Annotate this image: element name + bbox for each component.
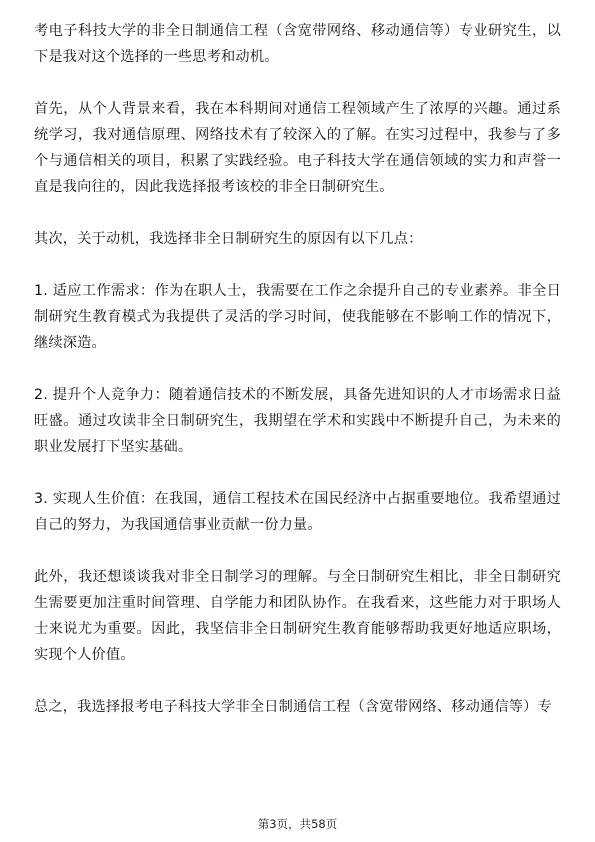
paragraph-point-1: 1. 适应工作需求：作为在职人士，我需要在工作之余提升自己的专业素养。非全日制研究生教育模式为我提供了灵活的学习时间，使我能够在不影响工作的情况下，继续深造。 bbox=[34, 283, 561, 351]
paragraph-point-3: 3. 实现人生价值：在我国，通信工程技术在国民经济中占据重要地位。我希望通过自己的努力，为我国通信事业贡献一份力量。 bbox=[34, 491, 561, 533]
paragraph-background: 首先，从个人背景来看，我在本科期间对通信工程领域产生了浓厚的兴趣。通过系统学习，我对通信原理、网络技术有了较深入的了解。在实习过程中，我参与了多个与通信相关的项目，积累了实践经验。电子科技大学在通信领域的实力和声誉一直是我向往的，因此我选择报考该校的非全日制研究生。 bbox=[34, 101, 561, 195]
paragraph-understanding: 此外，我还想谈谈我对非全日制学习的理解。与全日制研究生相比，非全日制研究生需要更加注重时间管理、自学能力和团队协作。在我看来，这些能力对于职场人士来说尤为重要。因此，我坚信非全日制研究生教育能够帮助我更好地适应职场，实现个人价值。 bbox=[34, 569, 561, 663]
paragraph-intro: 考电子科技大学的非全日制通信工程（含宽带网络、移动通信等）专业研究生，以下是我对这个选择的一些思考和动机。 bbox=[34, 23, 561, 65]
paragraph-point-2: 2. 提升个人竞争力：随着通信技术的不断发展，具备先进知识的人才市场需求日益旺盛。通过攻读非全日制研究生，我期望在学术和实践中不断提升自己，为未来的职业发展打下坚实基础。 bbox=[34, 387, 561, 455]
paragraph-motivation-lead: 其次，关于动机，我选择非全日制研究生的原因有以下几点： bbox=[34, 231, 423, 247]
paragraph-conclusion: 总之，我选择报考电子科技大学非全日制通信工程（含宽带网络、移动通信等）专 bbox=[34, 699, 552, 715]
page-number-footer: 第3页，共58页 bbox=[257, 817, 338, 831]
